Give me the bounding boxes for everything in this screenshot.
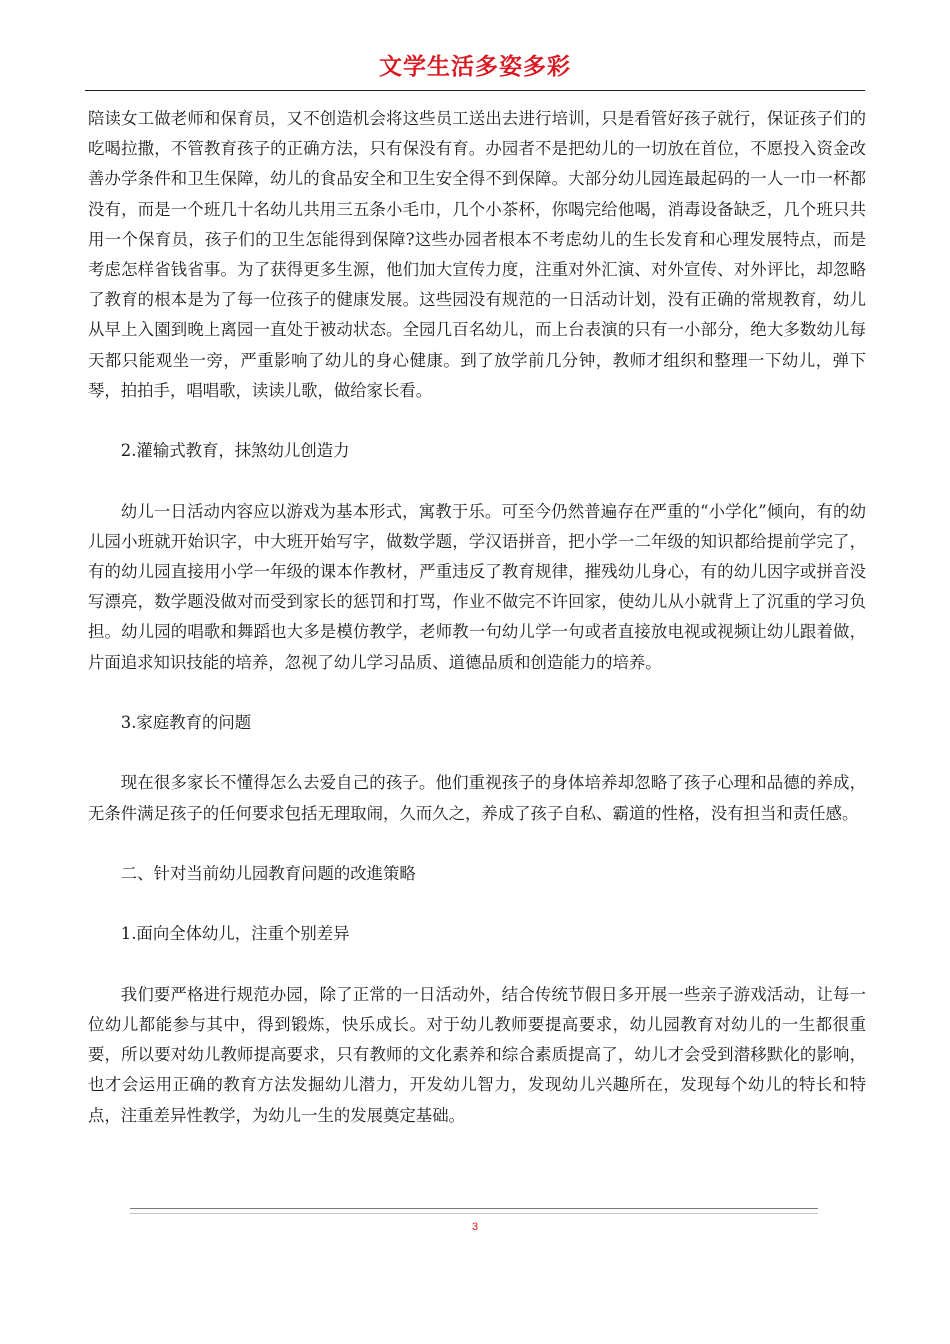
body-paragraph: 幼儿一日活动内容应以游戏为基本形式，寓教于乐。可至今仍然普遍存在严重的“小学化”倾向，有的幼儿园小班就开始识字，中大班开始写字，做数学题，学汉语拼音，把小学一二年级的知识都给提前学完了，有的幼儿园直接用小学一年级的课本作教材，严重违反了教育规律，摧残幼儿身心，有的幼儿因字或拼音没写漂亮，数学题没做对而受到家长的惩罚和打骂，作业不做完不许回家，使幼儿从小就背上了沉重的学习负担。幼儿园的唱歌和舞蹈也大多是模仿教学，老师教一句幼儿学一句或者直接放电视或视频让幼儿跟着做，片面追求知识技能的培养，忽视了幼儿学习品质、道德品质和创造能力的培养。	[88, 501, 866, 672]
section-heading: 1.面向全体幼儿，注重个别差异	[120, 924, 350, 944]
document-body	[88, 104, 866, 1131]
page-number: 3	[471, 1221, 479, 1233]
section-heading: 3.家庭教育的问题	[120, 713, 252, 733]
footer-divider	[130, 1208, 818, 1214]
body-paragraph: 我们要严格进行规范办园，除了正常的一日活动外，结合传统节假日多开展一些亲子游戏活动，让每一位幼儿都能参与其中，得到锻炼，快乐成长。对于幼儿教师要提高要求，幼儿园教育对幼儿的一生都很重要，所以要对幼儿教师提高要求，只有教师的文化素养和综合素质提高了，幼儿才会受到潜移默化的影响，也才会运用正确的教育方法发掘幼儿潜力，开发幼儿智力，发现幼儿兴趣所在，发现每个幼儿的特长和特点，注重差异性教学，为幼儿一生的发展奠定基础。	[88, 984, 866, 1125]
page-header	[85, 40, 865, 91]
section-heading: 二、针对当前幼儿园教育问题的改進策略	[120, 864, 416, 883]
page-title: 文学生活多姿多彩	[379, 54, 571, 80]
body-paragraph: 陪读女工做老师和保育员，又不创造机会将这些员工送出去进行培训，只是看管好孩子就行，保证孩子们的吃喝拉撒，不管教育孩子的正确方法，只有保没有育。办园者不是把幼儿的一切放在首位，不愿投入资金改善办学条件和卫生保障，幼儿的食品安全和卫生安全得不到保障。大部分幼儿园连最起码的一人一巾一杯都没有，而是一个班几十名幼儿共用三五条小毛巾，几个小茶杯，你喝完给他喝，消毒设备缺乏，几个班只共用一个保育员，孩子们的卫生怎能得到保障?这些办园者根本不考虑幼儿的生长发育和心理发展特点，而是考虑怎样省钱省事。为了获得更多生源，他们加大宣传力度，注重对外汇演、对外宣传、对外评比，却忽略了教育的根本是为了每一位孩子的健康发展。这些园没有规范的一日活动计划，没有正确的常规教育，幼儿从早上入園到晚上离园一直处于被动状态。全园几百名幼儿，而上台表演的只有一小部分，绝大多数幼儿每天都只能观坐一旁，严重影响了幼儿的身心健康。到了放学前几分钟，教师才组织和整理一下幼儿，弹下琴，拍拍手，唱唱歌，读读儿歌，做给家长看。	[88, 109, 866, 400]
section-heading: 2.灌输式教育，抹煞幼儿创造力	[120, 441, 350, 461]
body-paragraph: 现在很多家长不懂得怎么去爱自己的孩子。他们重视孩子的身体培养却忽略了孩子心理和品德的养成，无条件满足孩子的任何要求包括无理取闹，久而久之，养成了孩子自私、霸道的性格，没有担当和责任感。	[88, 773, 866, 823]
